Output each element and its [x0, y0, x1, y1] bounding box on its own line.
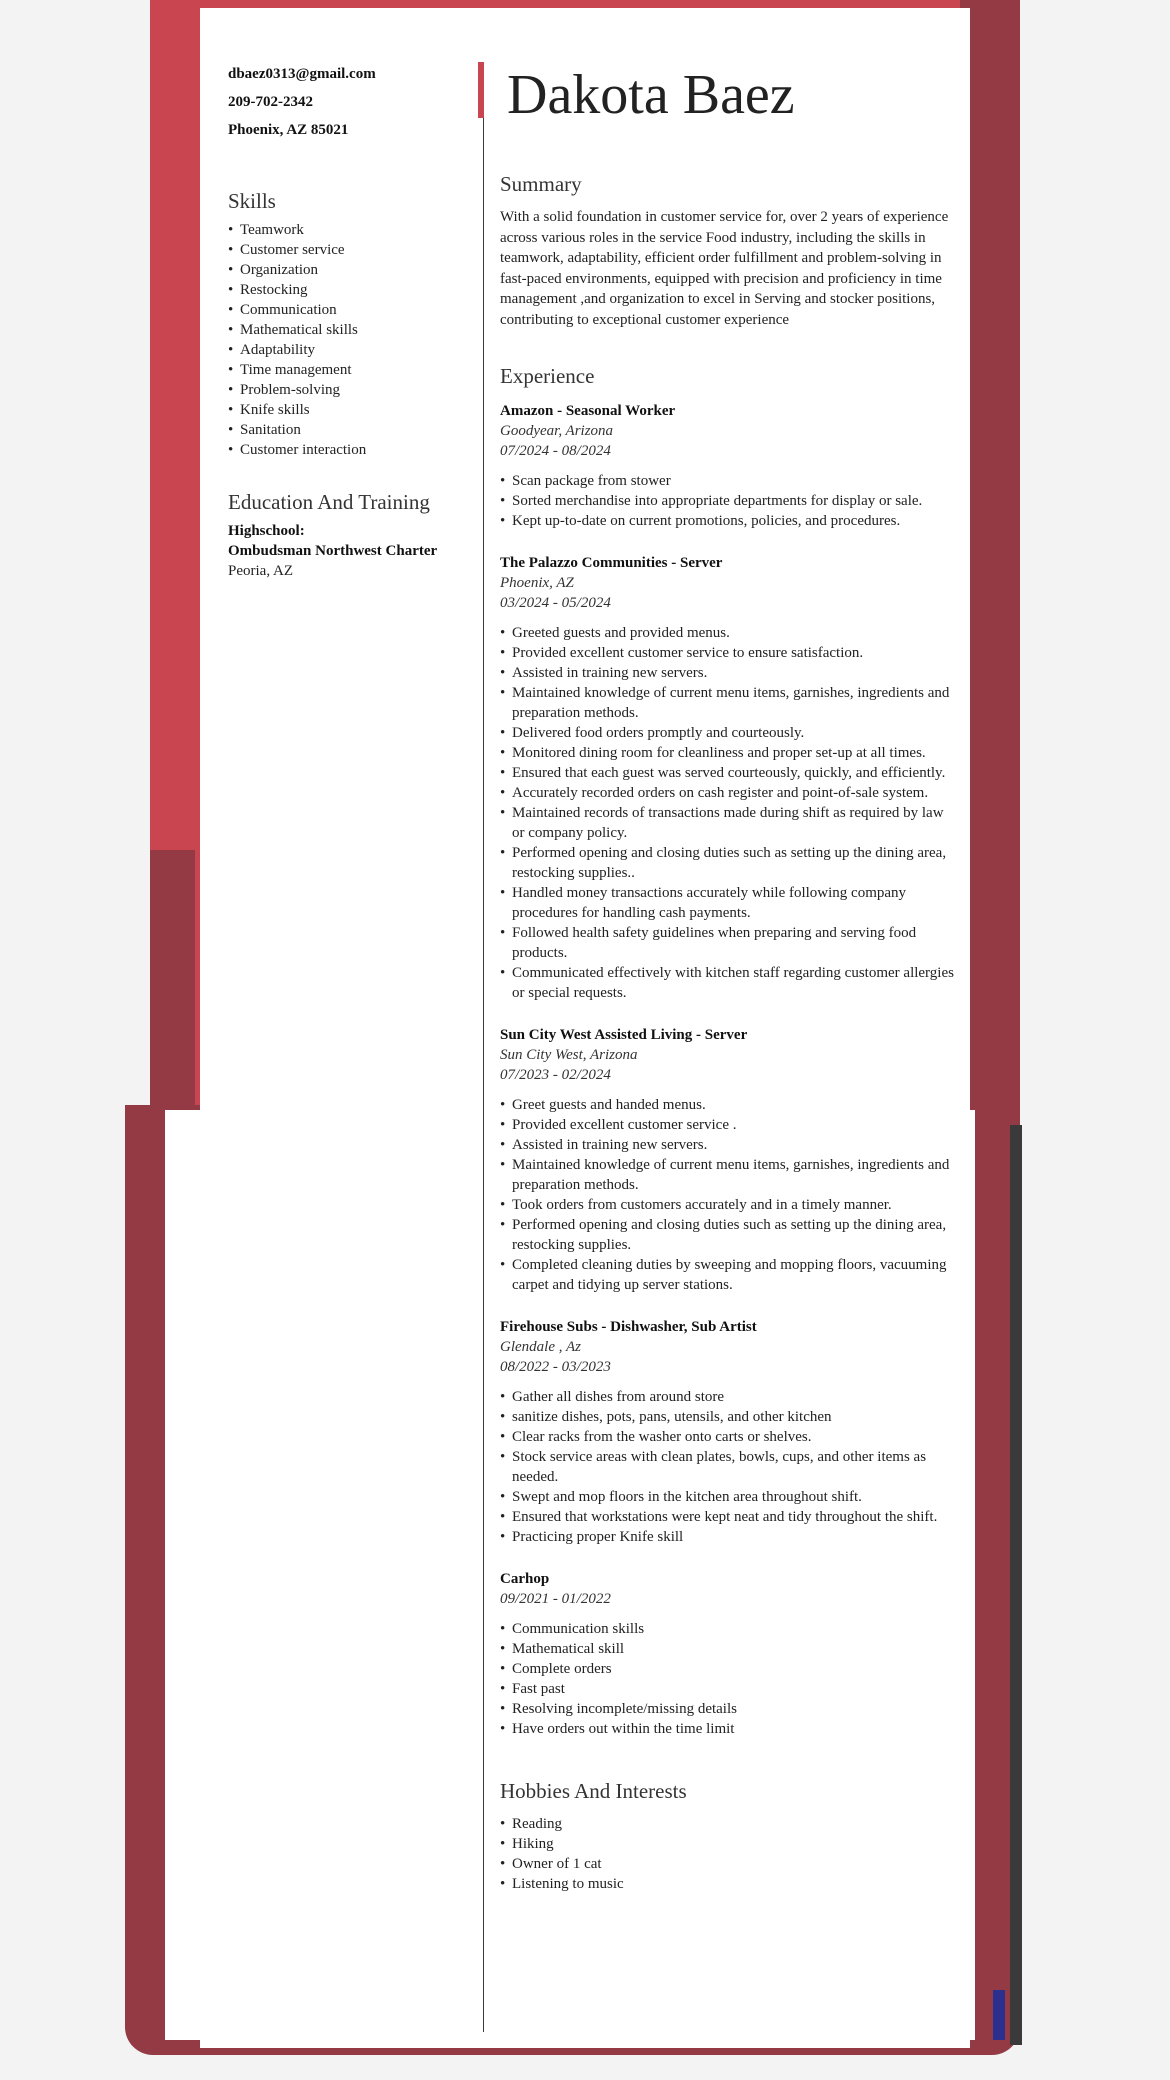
job-title: The Palazzo Communities - Server — [500, 555, 723, 571]
hobby-item: • Listening to music — [500, 1874, 955, 1894]
job-duty: • Communication skills — [500, 1619, 955, 1639]
contact-location: Phoenix, AZ 85021 — [228, 122, 349, 138]
education-level: Highschool: — [228, 523, 305, 539]
job-duty: • Delivered food orders promptly and courteously. — [500, 723, 955, 743]
name-accent-bar — [478, 62, 484, 118]
job-duty: • Accurately recorded orders on cash register and point-of-sale system. — [500, 783, 955, 803]
candidate-name: Dakota Baez — [507, 64, 795, 126]
red-folder-shadow — [150, 850, 195, 1110]
job-duty: • Sorted merchandise into appropriate departments for display or sale. — [500, 491, 955, 511]
skill-item: • Teamwork — [228, 220, 463, 240]
job-entry — [500, 553, 955, 1003]
job-duty: • Handled money transactions accurately while following company procedures for handling cash payments. — [500, 883, 955, 923]
job-location: Phoenix, AZ — [500, 575, 574, 591]
job-duty: • Ensured that each guest was served courteously, quickly, and efficiently. — [500, 763, 955, 783]
contact-phone: 209-702-2342 — [228, 94, 313, 110]
job-duty: • Swept and mop floors in the kitchen area throughout shift. — [500, 1487, 955, 1507]
education-school: Ombudsman Northwest Charter — [228, 543, 438, 559]
skill-item: • Customer interaction — [228, 440, 463, 460]
summary-text: With a solid foundation in customer service for, over 2 years of experience across various roles in the service Food industry, including the skills in teamwork, adaptability, efficient order fulfillment and problem-solving in fast-paced environments, equipped with precision and proficiency in time management ,and organization to excel in Serving and stocker positions, contributing to exceptional customer experience — [500, 209, 949, 328]
job-duty: • Practicing proper Knife skill — [500, 1527, 955, 1547]
job-duty: • Performed opening and closing duties such as setting up the dining area, restocking supplies.. — [500, 843, 955, 883]
skill-item: • Time management — [228, 360, 463, 380]
right-column — [500, 62, 955, 1894]
left-column — [228, 60, 463, 581]
skill-item: • Communication — [228, 300, 463, 320]
hobbies-heading: Hobbies And Interests — [500, 1779, 687, 1803]
job-duty: • Completed cleaning duties by sweeping and mopping floors, vacuuming carpet and tidying up server stations. — [500, 1255, 955, 1295]
job-duty: • Took orders from customers accurately and in a timely manner. — [500, 1195, 955, 1215]
job-duty: • Clear racks from the washer onto carts or shelves. — [500, 1427, 955, 1447]
job-entry — [500, 1025, 955, 1295]
folder-blue-edge — [993, 1990, 1005, 2040]
job-dates: 07/2023 - 02/2024 — [500, 1067, 611, 1083]
job-duty: • Assisted in training new servers. — [500, 663, 955, 683]
job-duties — [500, 1619, 955, 1739]
job-duty: • Gather all dishes from around store — [500, 1387, 955, 1407]
skill-item: • Problem-solving — [228, 380, 463, 400]
job-dates: 09/2021 - 01/2022 — [500, 1591, 611, 1607]
job-duties — [500, 1095, 955, 1295]
job-title: Firehouse Subs - Dishwasher, Sub Artist — [500, 1319, 757, 1335]
skill-item: • Mathematical skills — [228, 320, 463, 340]
job-duty: • Have orders out within the time limit — [500, 1719, 955, 1739]
job-duty: • Stock service areas with clean plates, bowls, cups, and other items as needed. — [500, 1447, 955, 1487]
job-duty: • Monitored dining room for cleanliness and proper set-up at all times. — [500, 743, 955, 763]
job-entry — [500, 1569, 955, 1739]
job-location: Goodyear, Arizona — [500, 423, 614, 439]
contact-email: dbaez0313@gmail.com — [228, 66, 376, 82]
skills-heading: Skills — [228, 189, 276, 213]
job-duty: • Kept up-to-date on current promotions, policies, and procedures. — [500, 511, 955, 531]
hobby-item: • Reading — [500, 1814, 955, 1834]
summary-heading: Summary — [500, 172, 582, 196]
job-duty: • Followed health safety guidelines when preparing and serving food products. — [500, 923, 955, 963]
job-location: Sun City West, Arizona — [500, 1047, 638, 1063]
job-duty: • Mathematical skill — [500, 1639, 955, 1659]
job-duty: • Scan package from stower — [500, 471, 955, 491]
skills-list — [228, 220, 463, 460]
hobby-item: • Hiking — [500, 1834, 955, 1854]
job-entry — [500, 1317, 955, 1547]
skill-item: • Knife skills — [228, 400, 463, 420]
job-duty: • Performed opening and closing duties such as setting up the dining area, restocking supplies. — [500, 1215, 955, 1255]
folder-dark-edge — [1010, 1125, 1022, 2045]
job-dates: 08/2022 - 03/2023 — [500, 1359, 611, 1375]
job-duty: • Provided excellent customer service to ensure satisfaction. — [500, 643, 955, 663]
skill-item: • Sanitation — [228, 420, 463, 440]
job-duty: • Communicated effectively with kitchen staff regarding customer allergies or special requests. — [500, 963, 955, 1003]
skill-item: • Restocking — [228, 280, 463, 300]
experience-heading: Experience — [500, 364, 595, 388]
job-dates: 03/2024 - 05/2024 — [500, 595, 611, 611]
hobby-item: • Owner of 1 cat — [500, 1854, 955, 1874]
job-duty: • Provided excellent customer service . — [500, 1115, 955, 1135]
job-title: Sun City West Assisted Living - Server — [500, 1027, 748, 1043]
job-duty: • Fast past — [500, 1679, 955, 1699]
experience-list — [500, 401, 955, 1739]
skill-item: • Organization — [228, 260, 463, 280]
job-duty: • Maintained records of transactions made during shift as required by law or company policy. — [500, 803, 955, 843]
skill-item: • Customer service — [228, 240, 463, 260]
job-entry — [500, 401, 955, 531]
job-title: Amazon - Seasonal Worker — [500, 403, 676, 419]
job-title: Carhop — [500, 1571, 550, 1587]
job-duty: • Greeted guests and provided menus. — [500, 623, 955, 643]
job-location: Glendale , Az — [500, 1339, 581, 1355]
job-duties — [500, 1387, 955, 1547]
job-dates: 07/2024 - 08/2024 — [500, 443, 611, 459]
education-heading: Education And Training — [228, 490, 430, 514]
job-duty: • Resolving incomplete/missing details — [500, 1699, 955, 1719]
job-duties — [500, 471, 955, 531]
job-duty: • Assisted in training new servers. — [500, 1135, 955, 1155]
job-duty: • Maintained knowledge of current menu items, garnishes, ingredients and preparation methods. — [500, 683, 955, 723]
job-duty: • Maintained knowledge of current menu items, garnishes, ingredients and preparation methods. — [500, 1155, 955, 1195]
job-duty: • Ensured that workstations were kept neat and tidy throughout the shift. — [500, 1507, 955, 1527]
job-duty: • Greet guests and handed menus. — [500, 1095, 955, 1115]
hobbies-list — [500, 1814, 955, 1894]
column-divider — [483, 62, 484, 2032]
education-location: Peoria, AZ — [228, 563, 293, 579]
job-duty: • sanitize dishes, pots, pans, utensils, and other kitchen — [500, 1407, 955, 1427]
job-duty: • Complete orders — [500, 1659, 955, 1679]
job-duties — [500, 623, 955, 1003]
skill-item: • Adaptability — [228, 340, 463, 360]
